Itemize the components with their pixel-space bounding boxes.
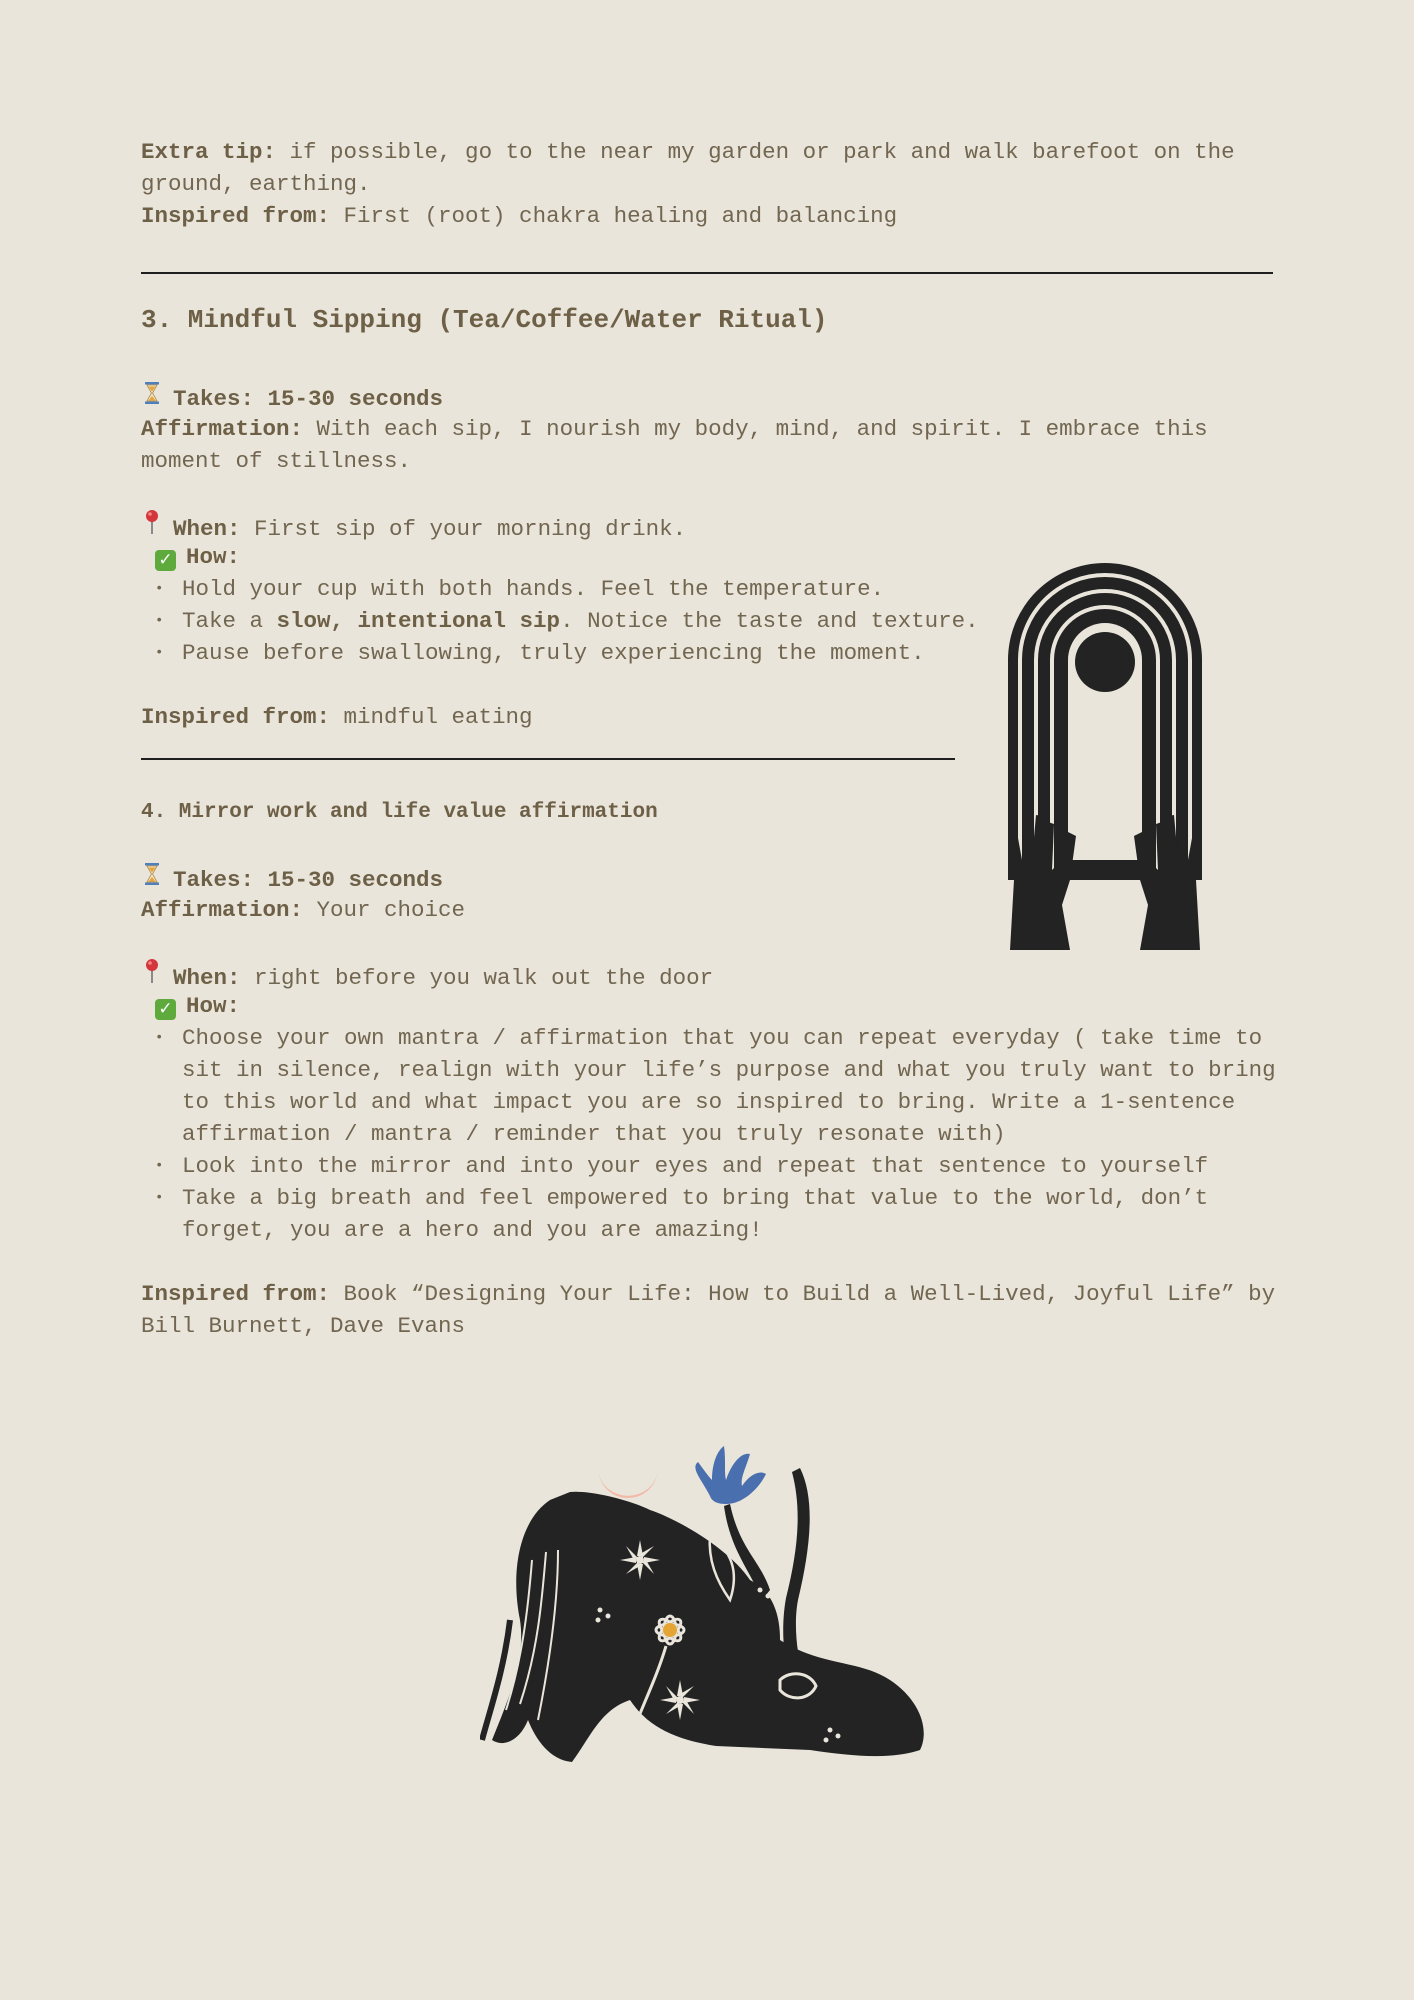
bullet: • bbox=[155, 1030, 164, 1046]
check-icon: ✓ bbox=[155, 999, 176, 1020]
s4-inspired-cont: Bill Burnett, Dave Evans bbox=[141, 1313, 466, 1339]
s3-how: ✓ How: bbox=[155, 541, 240, 573]
intro-inspired: Inspired from: First (root) chakra healing and balancing bbox=[141, 203, 898, 229]
s3-affirmation: Affirmation: With each sip, I nourish my body, mind, and spirit. I embrace this bbox=[141, 416, 1208, 442]
s4-step-cont: sit in silence, realign with your life’s purpose and what you truly want to bring bbox=[182, 1057, 1276, 1083]
section-3-title: 3. Mindful Sipping (Tea/Coffee/Water Ritual) bbox=[141, 305, 828, 335]
pin-icon bbox=[141, 958, 163, 994]
s4-affirmation: Affirmation: Your choice bbox=[141, 897, 466, 923]
bullet: • bbox=[155, 1158, 164, 1174]
check-icon: ✓ bbox=[155, 550, 176, 571]
s3-affirmation-cont: moment of stillness. bbox=[141, 448, 412, 474]
woman-with-flowers-illustration bbox=[480, 1440, 930, 1800]
extra-tip-cont: ground, earthing. bbox=[141, 171, 371, 197]
s3-step: Pause before swallowing, truly experiencing the moment. bbox=[182, 640, 925, 666]
s4-step-cont: affirmation / mantra / reminder that you truly resonate with) bbox=[182, 1121, 1006, 1147]
pin-icon bbox=[141, 509, 163, 545]
bullet: • bbox=[155, 645, 164, 661]
rainbow-hands-illustration bbox=[1000, 560, 1210, 955]
bullet: • bbox=[155, 1190, 164, 1206]
s4-inspired: Inspired from: Book “Designing Your Life: How to Build a Well-Lived, Joyful Life” by bbox=[141, 1281, 1276, 1307]
s3-takes: Takes: 15-30 seconds bbox=[141, 381, 443, 415]
s4-how: ✓ How: bbox=[155, 990, 240, 1022]
extra-tip: Extra tip: if possible, go to the near my garden or park and walk barefoot on the bbox=[141, 139, 1235, 165]
s4-step-cont: forget, you are a hero and you are amazing! bbox=[182, 1217, 763, 1243]
section-4-title: 4. Mirror work and life value affirmation bbox=[141, 801, 658, 824]
s4-step: Choose your own mantra / affirmation that you can repeat everyday ( take time to bbox=[182, 1025, 1263, 1051]
divider bbox=[141, 758, 955, 760]
s3-when: When: First sip of your morning drink. bbox=[141, 509, 686, 545]
s4-takes: Takes: 15-30 seconds bbox=[141, 862, 443, 896]
hourglass-icon bbox=[141, 381, 163, 415]
s4-step: Look into the mirror and into your eyes and repeat that sentence to yourself bbox=[182, 1153, 1209, 1179]
s4-step-cont: to this world and what impact you are so inspired to bring. Write a 1-sentence bbox=[182, 1089, 1236, 1115]
bullet: • bbox=[155, 581, 164, 597]
s3-step: Hold your cup with both hands. Feel the temperature. bbox=[182, 576, 885, 602]
s4-when: When: right before you walk out the door bbox=[141, 958, 713, 994]
s3-step: Take a slow, intentional sip. Notice the taste and texture. bbox=[182, 608, 979, 634]
divider bbox=[141, 272, 1273, 274]
s3-inspired: Inspired from: mindful eating bbox=[141, 704, 533, 730]
s4-step: Take a big breath and feel empowered to bring that value to the world, don’t bbox=[182, 1185, 1209, 1211]
hourglass-icon bbox=[141, 862, 163, 896]
bullet: • bbox=[155, 613, 164, 629]
